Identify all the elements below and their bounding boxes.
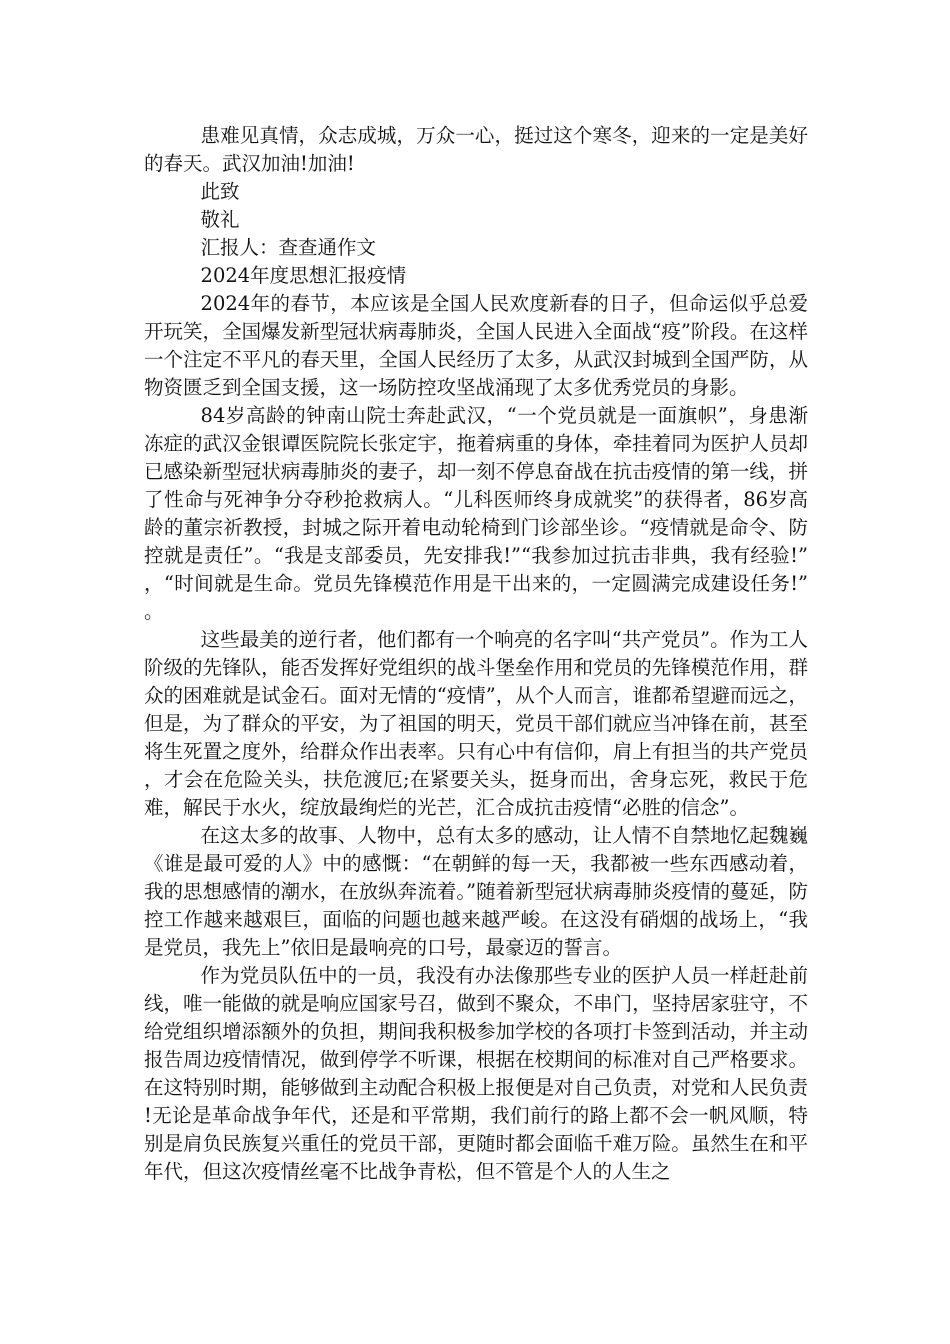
document-body bbox=[144, 122, 808, 1186]
reporter-line: 汇报人：查查通作文 bbox=[200, 236, 377, 259]
paragraph-stories: 在这太多的故事、人物中，总有太多的感动，让人情不自禁地忆起魏巍《谁是最可爱的人》中的感慨：“在朝鲜的每一天，我都被一些东西感动着，我的思想感情的潮水，在放纵奔流着。”随着新型冠状病毒肺炎疫情的蔓延，防控工作越来越艰巨，面临的问题也越来越严峻。在这没有硝烟的战场上，“我是党员，我先上”依旧是最响亮的口号，最豪迈的誓言。 bbox=[144, 824, 808, 959]
paragraph-examples: 84岁高龄的钟南山院士奔赴武汉，“一个党员就是一面旗帜”，身患渐冻症的武汉金银谭医院院长张定宇，拖着病重的身体，牵挂着同为医护人员却已感染新型冠状病毒肺炎的妻子，却一刻不停息奋战在抗击疫情的第一线，拼了性命与死神争分夺秒抢救病人。“儿科医师终身成就奖”的获得者，86岁高龄的董宗祈教授，封城之际开着电动轮椅到门诊部坐诊。“疫情就是命令、防控就是责任”。“我是支部委员，先安排我!”“我参加过抗击非典，我有经验!”，“时间就是生命。党员先锋模范作用是干出来的，一定圆满完成建设任务!”。 bbox=[144, 404, 808, 623]
paragraph-spring-festival: 2024年的春节，本应该是全国人民欢度新春的日子，但命运似乎总爱开玩笑，全国爆发新型冠状病毒肺炎，全国人民进入全面战“疫”阶段。在这样一个注定不平凡的春天里，全国人民经历了太多，从武汉封城到全国严防，从物资匮乏到全国支援，这一场防控攻坚战涌现了太多优秀党员的身影。 bbox=[144, 292, 808, 399]
paragraph-personal: 作为党员队伍中的一员，我没有办法像那些专业的医护人员一样赶赴前线，唯一能做的就是响应国家号召，做到不聚众，不串门，坚持居家驻守，不给党组织增添额外的负担，期间我积极参加学校的各项打卡签到活动，并主动报告周边疫情情况，做到停学不听课，根据在校期间的标准对自己严格要求。在这特别时期，能够做到主动配合积极上报便是对自己负责，对党和人民负责!无论是革命战争年代，还是和平常期，我们前行的路上都不会一帆风顺，特别是肩负民族复兴重任的党员干部，更随时都会面临千难万险。虽然生在和平年代，但这次疫情丝毫不比战争青松，但不管是个人的人生之 bbox=[144, 964, 808, 1183]
document-title: 2024年度思想汇报疫情 bbox=[200, 264, 407, 287]
paragraph-encouragement: 患难见真情，众志成城，万众一心，挺过这个寒冬，迎来的一定是美好的春天。武汉加油!加油! bbox=[144, 124, 808, 175]
closing-cizhi: 此致 bbox=[200, 180, 240, 203]
closing-jingli: 敬礼 bbox=[200, 208, 240, 231]
paragraph-party-members: 这些最美的逆行者，他们都有一个响亮的名字叫“共产党员”。作为工人阶级的先锋队，能否发挥好党组织的战斗堡垒作用和党员的先锋模范作用，群众的困难就是试金石。面对无情的“疫情”，从个人而言，谁都希望避而远之，但是，为了群众的平安，为了祖国的明天，党员干部们就应当冲锋在前，甚至将生死置之度外，给群众作出表率。只有心中有信仰，肩上有担当的共产党员，才会在危险关头，扶危渡厄;在紧要关头，挺身而出，舍身忘死，救民于危难，解民于水火，绽放最绚烂的光芒，汇合成抗击疫情“必胜的信念”。 bbox=[144, 628, 808, 819]
